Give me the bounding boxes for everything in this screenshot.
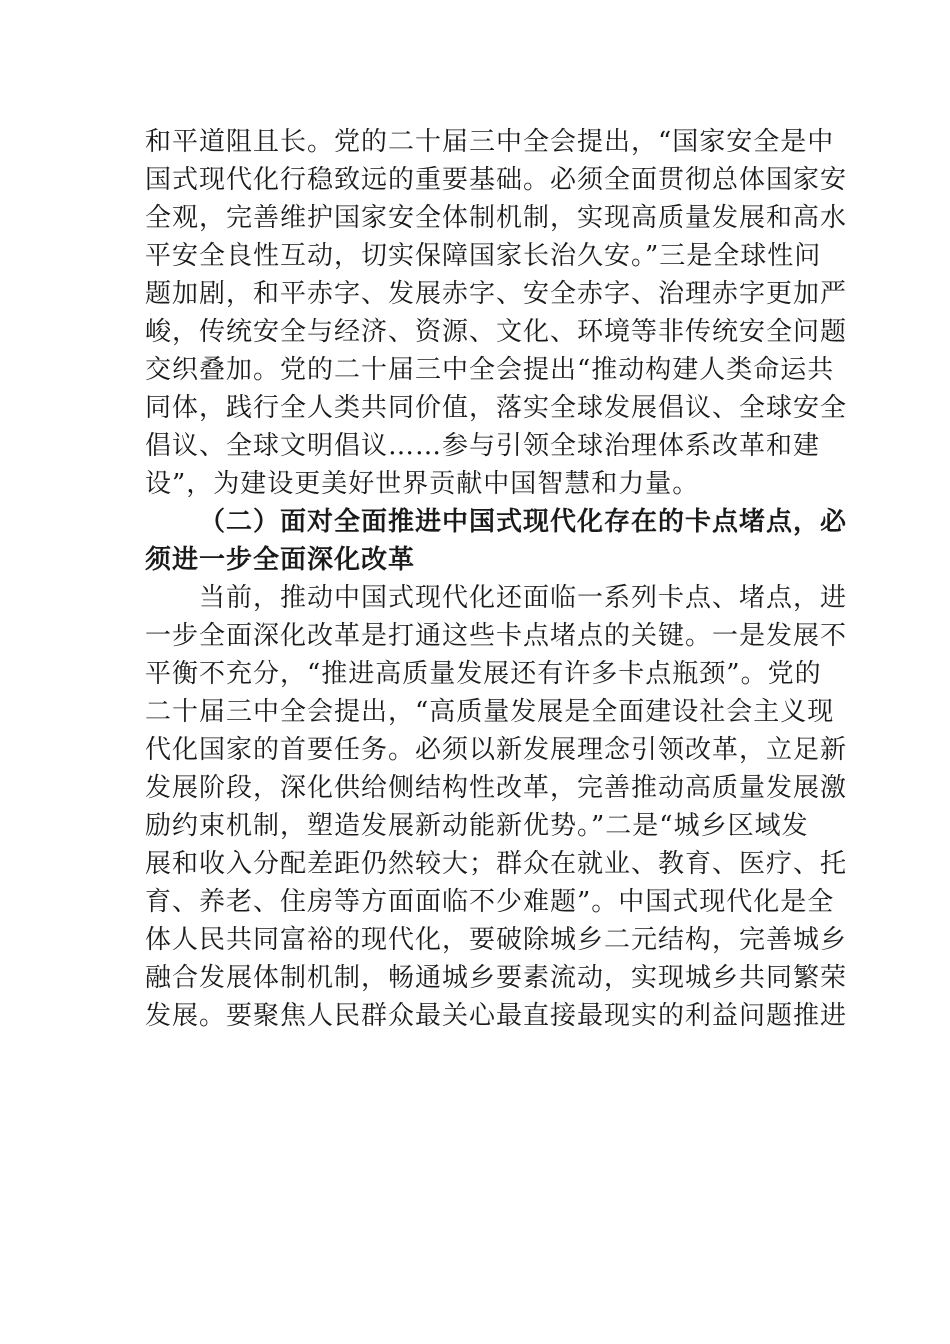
paragraph-line: 国式现代化行稳致远的重要基础。必须全面贯彻总体国家安 bbox=[145, 165, 848, 195]
paragraph-line: 平安全良性互动，切实保障国家长治久安。”三是全球性问 bbox=[145, 241, 822, 271]
paragraph-line: 交织叠加。党的二十届三中全会提出“推动构建人类命运共 bbox=[145, 355, 835, 385]
paragraph-line: 倡议、全球文明倡议……参与引领全球治理体系改革和建 bbox=[145, 431, 821, 461]
paragraph-line: 体人民共同富裕的现代化，要破除城乡二元结构，完善城乡 bbox=[145, 925, 848, 955]
paragraph-line: 展和收入分配差距仍然较大；群众在就业、教育、医疗、托 bbox=[145, 849, 848, 879]
paragraph-line: 同体，践行全人类共同价值，落实全球发展倡议、全球安全 bbox=[145, 393, 848, 423]
paragraph-line: 当前，推动中国式现代化还面临一系列卡点、堵点，进 bbox=[199, 583, 848, 613]
paragraph-line: 和平道阻且长。党的二十届三中全会提出，“国家安全是中 bbox=[145, 127, 835, 157]
paragraph-line: 二十届三中全会提出，“高质量发展是全面建设社会主义现 bbox=[145, 697, 835, 727]
section-heading: 须进一步全面深化改革 bbox=[145, 545, 416, 575]
paragraph-line: 代化国家的首要任务。必须以新发展理念引领改革，立足新 bbox=[145, 735, 848, 765]
paragraph-line: 题加剧，和平赤字、发展赤字、安全赤字、治理赤字更加严 bbox=[145, 279, 848, 309]
paragraph-line: 一步全面深化改革是打通这些卡点堵点的关键。一是发展不 bbox=[145, 621, 848, 651]
paragraph-line: 峻，传统安全与经济、资源、文化、环境等非传统安全问题 bbox=[145, 317, 848, 347]
paragraph-line: 设”，为建设更美好世界贡献中国智慧和力量。 bbox=[145, 469, 700, 499]
paragraph-line: 全观，完善维护国家安全体制机制，实现高质量发展和高水 bbox=[145, 203, 848, 233]
paragraph-line: 发展阶段，深化供给侧结构性改革，完善推动高质量发展激 bbox=[145, 773, 848, 803]
section-heading: （二）面对全面推进中国式现代化存在的卡点堵点，必 bbox=[199, 507, 848, 537]
paragraph-line: 育、养老、住房等方面面临不少难题”。中国式现代化是全 bbox=[145, 887, 835, 917]
paragraph-line: 发展。要聚焦人民群众最关心最直接最现实的利益问题推进 bbox=[145, 1001, 848, 1031]
paragraph-line: 励约束机制，塑造发展新动能新优势。”二是“城乡区域发 bbox=[145, 811, 809, 841]
paragraph-line: 平衡不充分，“推进高质量发展还有许多卡点瓶颈”。党的 bbox=[145, 659, 822, 689]
paragraph-line: 融合发展体制机制，畅通城乡要素流动，实现城乡共同繁荣 bbox=[145, 963, 848, 993]
